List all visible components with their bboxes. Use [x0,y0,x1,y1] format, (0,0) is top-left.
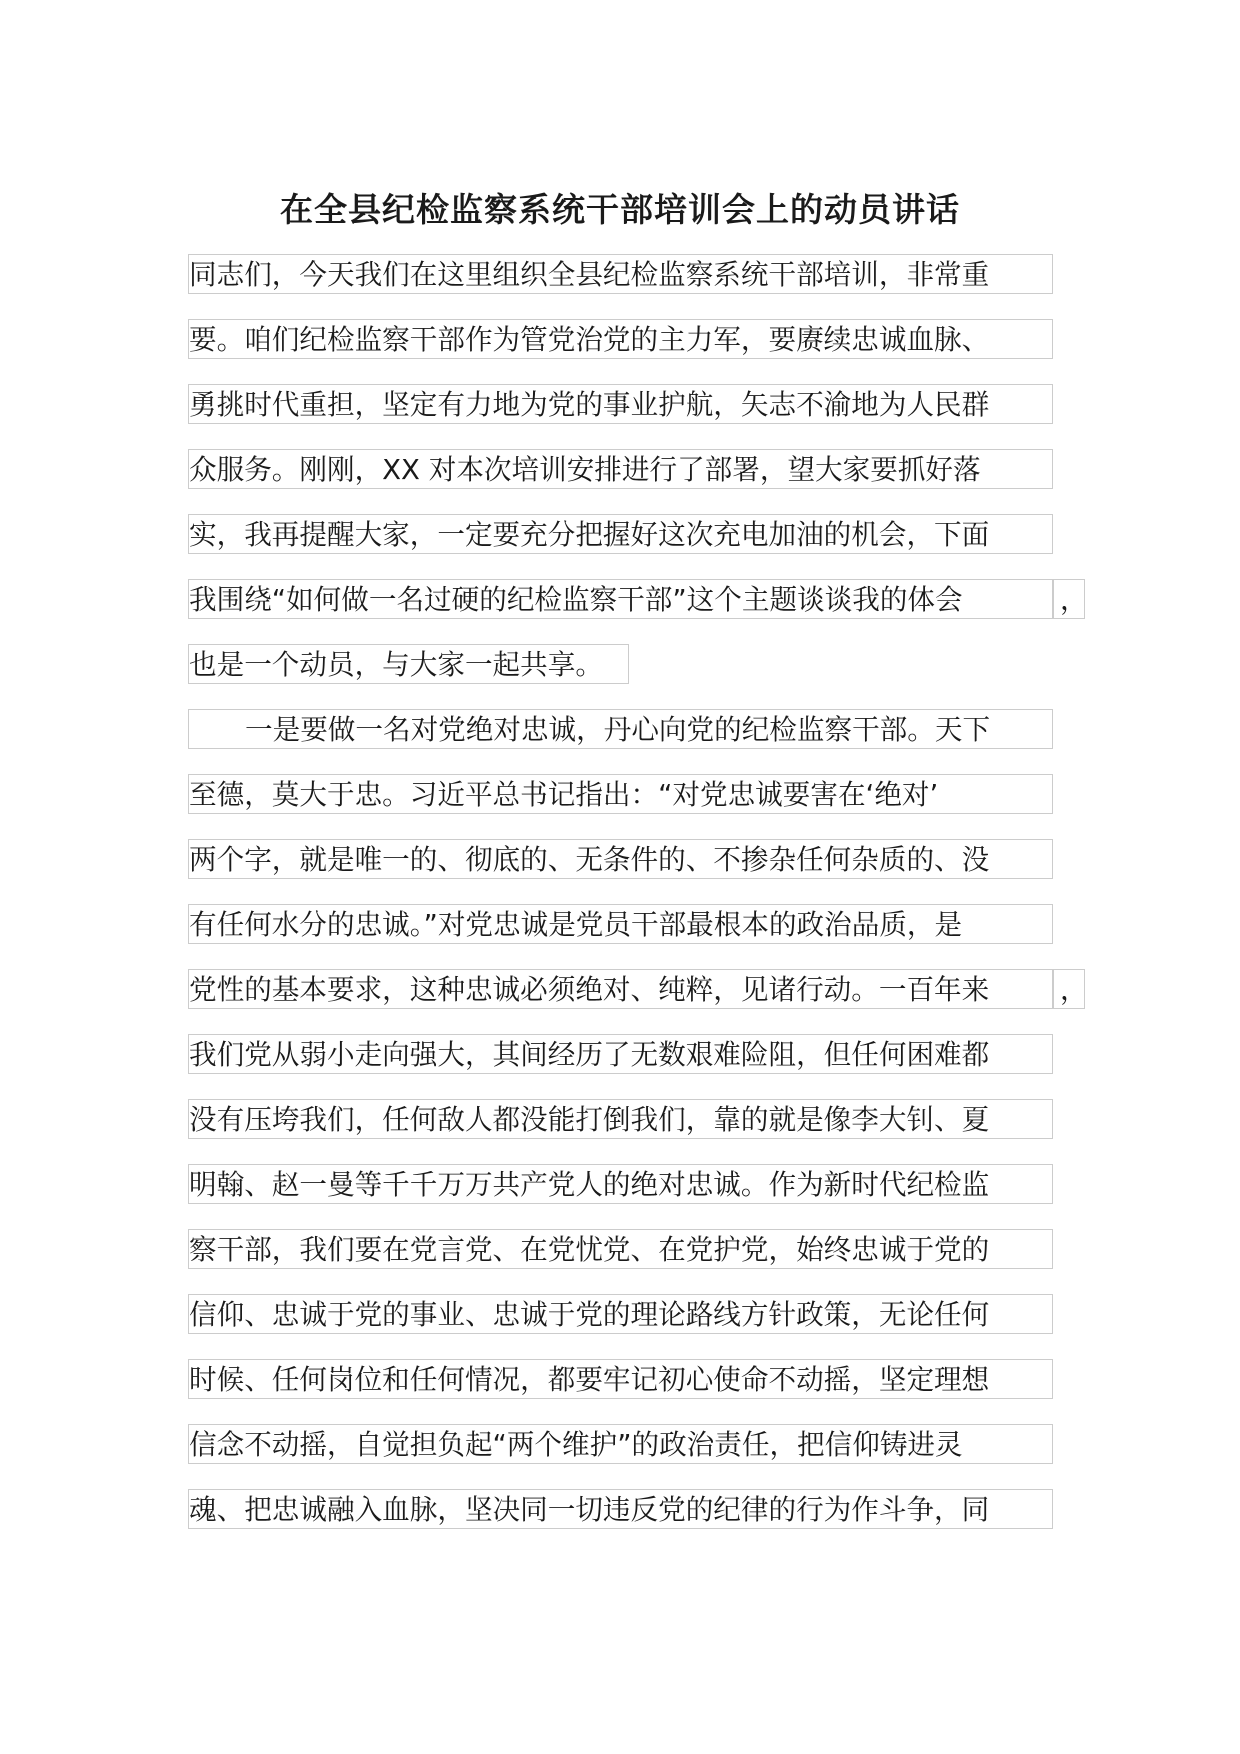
paragraph-1-line-4: 众服务。刚刚，XX 对本次培训安排进行了部署，望大家要抓好落 [188,449,1053,489]
paragraph-2-line-2: 至德，莫大于忠。习近平总书记指出：“对党忠诚要害在‘绝对’ [188,774,1053,814]
paragraph-2-line-10: 信仰、忠诚于党的事业、忠诚于党的理论路线方针政策，无论任何 [188,1294,1053,1334]
paragraph-2-line-12: 信念不动摇，自觉担负起“两个维护”的政治责任，把信仰铸进灵 [188,1424,1053,1464]
paragraph-2-line-9: 察干部，我们要在党言党、在党忧党、在党护党，始终忠诚于党的 [188,1229,1053,1269]
paragraph-2-line-4: 有任何水分的忠诚。”对党忠诚是党员干部最根本的政治品质，是 [188,904,1053,944]
document-title: 在全县纪检监察系统干部培训会上的动员讲话 [280,190,960,229]
paragraph-2-line-5 [188,969,1088,1009]
paragraph-1-line-3: 勇挑时代重担，坚定有力地为党的事业护航，矢志不渝地为人民群 [188,384,1053,424]
paragraph-2-line-3: 两个字，就是唯一的、彻底的、无条件的、不掺杂任何杂质的、没 [188,839,1053,879]
paragraph-2-line-6: 我们党从弱小走向强大，其间经历了无数艰难险阻，但任何困难都 [188,1034,1053,1074]
paragraph-2-line-7: 没有压垮我们，任何敌人都没能打倒我们，靠的就是像李大钊、夏 [188,1099,1053,1139]
paragraph-2-line-11: 时候、任何岗位和任何情况，都要牢记初心使命不动摇，坚定理想 [188,1359,1053,1399]
paragraph-1-line-6-text: 我围绕“如何做一名过硬的纪检监察干部”这个主题谈谈我的体会 [189,583,963,616]
paragraph-2-line-5-overflow-punctuation: ， [1053,969,1085,1009]
paragraph-2-line-8: 明翰、赵一曼等千千万万共产党人的绝对忠诚。作为新时代纪检监 [188,1164,1053,1204]
paragraph-2-line-1: 一是要做一名对党绝对忠诚，丹心向党的纪检监察干部。天下 [188,709,1053,749]
paragraph-1-line-7: 也是一个动员，与大家一起共享。 [188,644,629,684]
paragraph-1-line-6-overflow-punctuation: ， [1053,579,1085,619]
paragraph-1-line-5: 实，我再提醒大家，一定要充分把握好这次充电加油的机会，下面 [188,514,1053,554]
paragraph-1-line-1: 同志们，今天我们在这里组织全县纪检监察系统干部培训，非常重 [188,254,1053,294]
paragraph-2-line-5-text: 党性的基本要求，这种忠诚必须绝对、纯粹，见诸行动。一百年来 [189,973,990,1006]
paragraph-2-line-13: 魂、把忠诚融入血脉，坚决同一切违反党的纪律的行为作斗争，同 [188,1489,1053,1529]
paragraph-1-line-6 [188,579,1088,619]
paragraph-1-line-2: 要。咱们纪检监察干部作为管党治党的主力军，要赓续忠诚血脉、 [188,319,1053,359]
